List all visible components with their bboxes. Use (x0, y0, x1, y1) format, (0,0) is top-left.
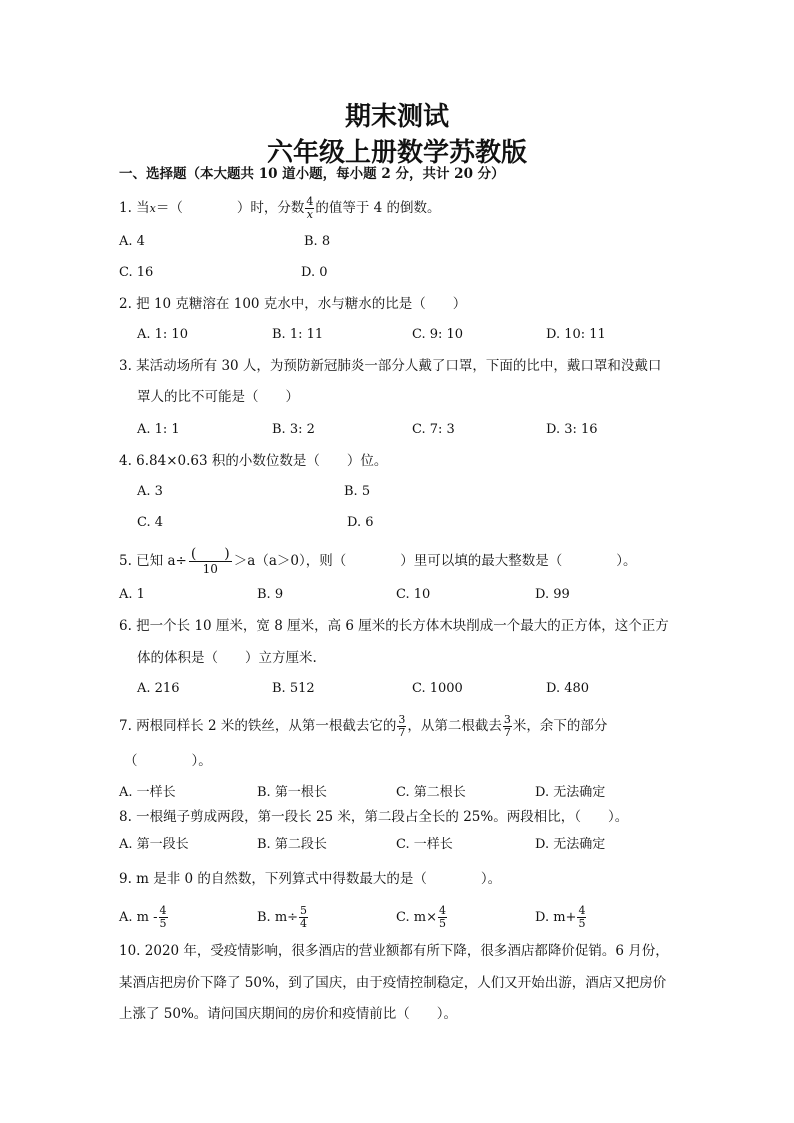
q9-d-num: 4 (578, 904, 586, 917)
q9-c-label: C. m× (396, 910, 437, 925)
q3-option-b[interactable]: B. 3: 2 (272, 422, 315, 437)
q5-frac-num: ( ) (190, 546, 230, 562)
q1-option-c[interactable]: C. 16 (119, 265, 154, 280)
q1-text-mid: ＝（ ）时，分数 (155, 200, 305, 216)
q6-option-c[interactable]: C. 1000 (412, 681, 463, 696)
q9-option-c[interactable] (396, 905, 448, 930)
section-heading: 一、选择题（本大题共 10 道小题，每小题 2 分，共计 20 分） (119, 166, 505, 182)
question-1 (119, 196, 441, 221)
q7-fraction-2 (503, 714, 512, 739)
q9-c-num: 4 (438, 904, 446, 917)
page-title: 期末测试 (344, 102, 449, 132)
question-3-line-2: 罩人的比不可能是（ ） (137, 389, 299, 405)
q9-option-b[interactable] (257, 905, 309, 930)
q5-text-post: ＞a（a＞0），则（ ）里可以填的最大整数是（ ）。 (233, 553, 637, 569)
q7-frac2-num: 3 (503, 713, 511, 726)
question-6-line-2: 体的体积是（ ）立方厘米. (137, 650, 317, 666)
question-10-line-2: 某酒店把房价下降了 50%，到了国庆，由于疫情控制稳定，人们又开始出游，酒店又把房价 (119, 975, 667, 991)
q1-text-post: 的值等于 4 的倒数。 (315, 200, 441, 216)
q5-option-a[interactable]: A. 1 (119, 587, 145, 602)
q1-option-b[interactable]: B. 8 (304, 234, 331, 249)
question-3-line-1: 3. 某活动场所有 30 人，为预防新冠肺炎一部分人戴了口罩，下面的比中，戴口罩和没戴口 (119, 358, 662, 374)
q1-option-a[interactable]: A. 4 (119, 234, 145, 249)
q5-option-d[interactable]: D. 99 (535, 587, 570, 602)
q1-option-d[interactable]: D. 0 (301, 265, 328, 280)
q7-text-pre: 7. 两根同样长 2 米的铁丝，从第一根截去它的 (119, 718, 397, 734)
q9-a-den: 5 (159, 917, 167, 930)
q5-frac-den: 10 (202, 562, 218, 576)
q8-option-d[interactable]: D. 无法确定 (535, 837, 606, 852)
q6-option-d[interactable]: D. 480 (546, 681, 590, 696)
question-7-line-1 (119, 714, 607, 739)
q7-option-a[interactable]: A. 一样长 (119, 785, 176, 800)
q9-a-label: A. m - (119, 910, 158, 925)
q9-b-den: 4 (300, 917, 308, 930)
q8-option-c[interactable]: C. 一样长 (396, 837, 453, 852)
q5-fraction (189, 547, 232, 576)
q9-a-fraction (159, 905, 168, 930)
q5-option-b[interactable]: B. 9 (257, 587, 284, 602)
q9-a-num: 4 (159, 904, 167, 917)
q9-c-den: 5 (438, 917, 446, 930)
q9-d-fraction (577, 905, 586, 930)
q9-option-a[interactable] (119, 905, 169, 930)
q2-option-a[interactable]: A. 1: 10 (137, 327, 188, 342)
q9-d-label: D. m+ (535, 910, 577, 925)
q1-frac-num: 4 (306, 195, 314, 208)
q1-text-pre: 1. 当 (119, 200, 150, 216)
q4-option-d[interactable]: D. 6 (347, 515, 374, 530)
question-10-line-1: 10. 2020 年，受疫情影响，很多酒店的营业额都有所下降，很多酒店都降价促销。6 月份， (119, 943, 669, 959)
question-10-line-3: 上涨了 50%。请问国庆期间的房价和疫情前比（ ）。 (119, 1006, 458, 1022)
q7-option-b[interactable]: B. 第一根长 (257, 785, 327, 800)
q6-option-a[interactable]: A. 216 (137, 681, 180, 696)
page-subtitle: 六年级上册数学苏教版 (266, 138, 527, 168)
q2-option-b[interactable]: B. 1: 11 (272, 327, 324, 342)
q9-b-fraction (299, 905, 308, 930)
question-7-line-2: （ ）。 (124, 753, 212, 769)
question-6-line-1: 6. 把一个长 10 厘米，宽 8 厘米，高 6 厘米的长方体木块削成一个最大的正方体，这个正方 (119, 618, 669, 634)
q7-frac1-den: 7 (398, 726, 406, 739)
q2-option-c[interactable]: C. 9: 10 (412, 327, 464, 342)
q5-option-c[interactable]: C. 10 (396, 587, 431, 602)
q7-frac2-den: 7 (503, 726, 511, 739)
q3-option-a[interactable]: A. 1: 1 (137, 422, 180, 437)
question-4: 4. 6.84×0.63 积的小数位数是（ ）位。 (119, 453, 388, 469)
q9-b-num: 5 (300, 904, 308, 917)
q4-option-b[interactable]: B. 5 (344, 484, 371, 499)
question-5 (119, 547, 636, 576)
q1-fraction (305, 196, 314, 221)
q5-text-pre: 5. 已知 a÷ (119, 553, 187, 569)
q7-text-post: 米，余下的部分 (512, 718, 608, 734)
q6-option-b[interactable]: B. 512 (272, 681, 315, 696)
q7-frac1-num: 3 (398, 713, 406, 726)
question-9: 9. m 是非 0 的自然数，下列算式中得数最大的是（ ）。 (119, 871, 502, 887)
q7-option-c[interactable]: C. 第二根长 (396, 785, 466, 800)
q8-option-a[interactable]: A. 第一段长 (119, 837, 189, 852)
q9-b-label: B. m÷ (257, 910, 299, 925)
q7-fraction-1 (397, 714, 406, 739)
q7-text-mid: ，从第二根截去 (407, 718, 502, 734)
q1-variable: x (149, 202, 156, 215)
q2-option-d[interactable]: D. 10: 11 (546, 327, 606, 342)
q7-option-d[interactable]: D. 无法确定 (535, 785, 606, 800)
q3-option-c[interactable]: C. 7: 3 (412, 422, 455, 437)
q9-option-d[interactable] (535, 905, 587, 930)
q4-option-a[interactable]: A. 3 (137, 484, 163, 499)
q9-c-fraction (438, 905, 447, 930)
q9-d-den: 5 (578, 917, 586, 930)
q8-option-b[interactable]: B. 第二段长 (257, 837, 327, 852)
question-2: 2. 把 10 克糖溶在 100 克水中，水与糖水的比是（ ） (119, 296, 467, 312)
q4-option-c[interactable]: C. 4 (137, 515, 164, 530)
question-8: 8. 一根绳子剪成两段，第一段长 25 米，第二段占全长的 25%。两段相比，（ ）。 (119, 809, 629, 825)
q3-option-d[interactable]: D. 3: 16 (546, 422, 598, 437)
q1-frac-den: x (306, 208, 313, 221)
